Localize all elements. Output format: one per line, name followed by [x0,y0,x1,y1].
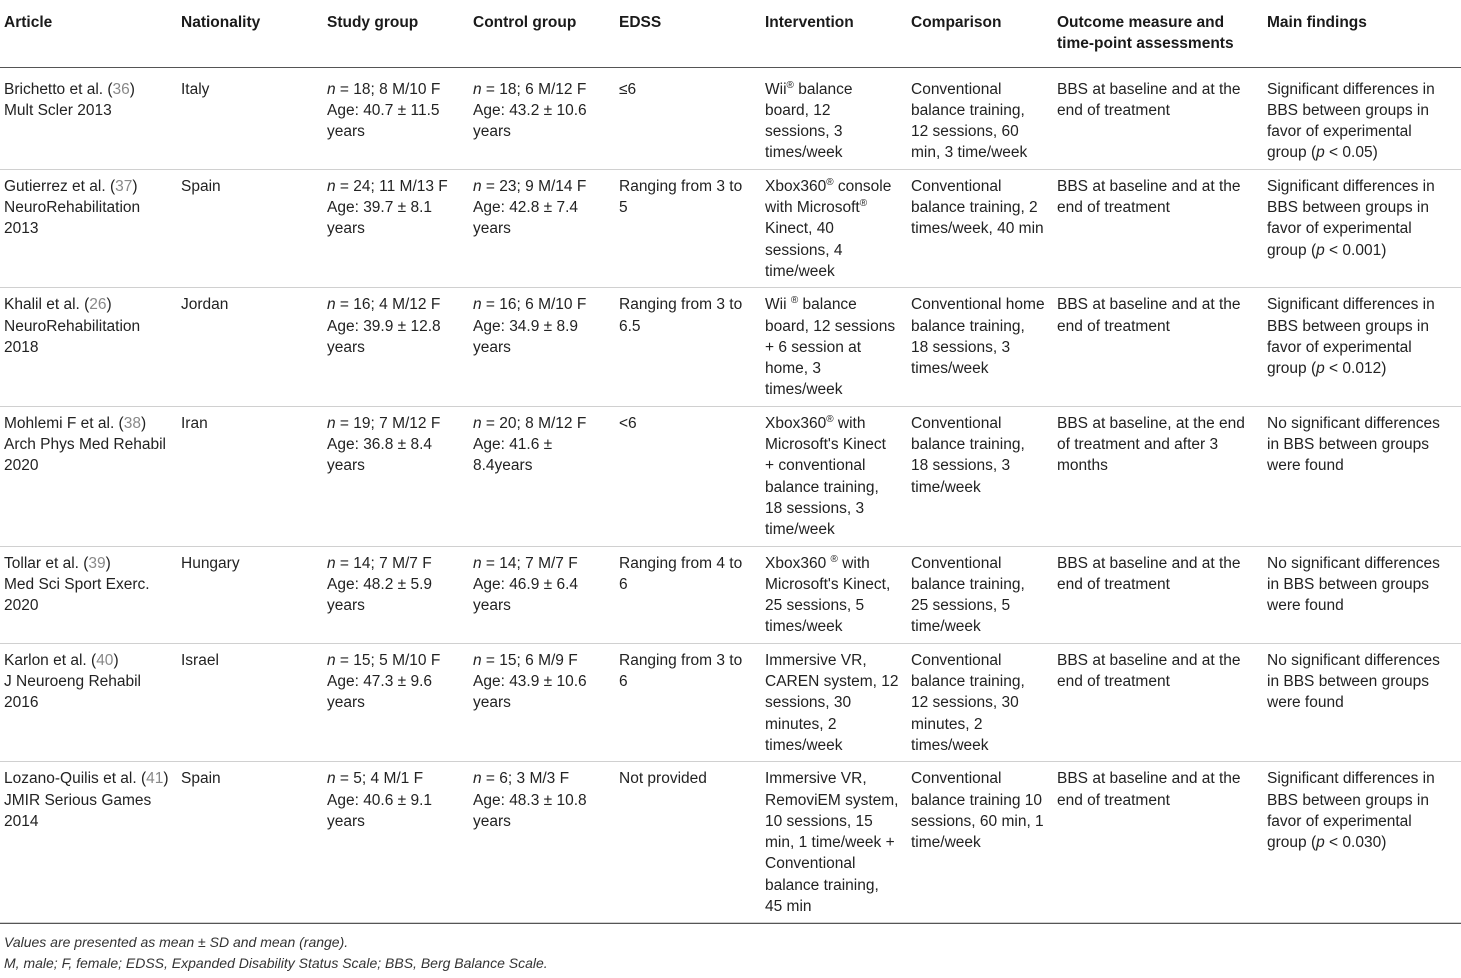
intervention-text: Immersive VR, RemoviEM system, 10 sessions, 15 min, 1 time/week + Conventional balance training, 45 min [765,770,899,915]
findings-p-value: < 0.05) [1324,144,1378,162]
findings-text: Significant differences in BBS between groups in favor of experimental group [1267,296,1435,378]
intervention-text-rest: with Microsoft's Kinect, 25 sessions, 5 times/week [765,554,891,636]
reference-link[interactable]: 39 [88,554,106,572]
cell-article [0,546,177,643]
article-journal: NeuroRehabilitation 2018 [4,317,141,356]
footnote-abbreviations: M, male; F, female; EDSS, Expanded Disability Status Scale; BBS, Berg Balance Scale. [4,954,548,971]
control-age: Age: 43.9 ± 10.6 years [473,673,587,712]
cell-findings [1263,643,1461,761]
findings-text: No significant differences in BBS between groups were found [1267,651,1440,712]
control-stats: = 20; 8 M/12 F [481,414,587,432]
cell-edss: Ranging from 3 to 6 [615,643,761,761]
table-header-row [0,0,1461,67]
reference-link[interactable]: 41 [146,770,164,788]
article-author-close: ) [132,177,138,195]
cell-control-group [469,169,615,287]
control-n-symbol: n [473,296,482,314]
findings-p-open: ( [1310,834,1317,852]
article-author-close: ) [129,80,135,98]
cell-comparison: Conventional balance training, 2 times/week, 40 min [907,169,1053,287]
cell-edss: Not provided [615,762,761,923]
cell-intervention [761,546,907,643]
findings-p-open: ( [1310,144,1317,162]
control-stats: = 14; 7 M/7 F [481,554,578,572]
study-stats: = 19; 7 M/12 F [335,414,441,432]
study-n-symbol: n [327,770,336,788]
cell-control-group [469,67,615,169]
cell-outcome: BBS at baseline and at the end of treatment [1053,288,1263,406]
table-row [0,643,1461,761]
findings-p-symbol: p [1316,360,1325,378]
study-stats: = 5; 4 M/1 F [335,770,424,788]
cell-edss: Ranging from 4 to 6 [615,546,761,643]
control-age: Age: 46.9 ± 6.4 years [473,575,579,615]
findings-p-open: ( [1310,241,1317,259]
reference-link[interactable]: 36 [112,80,130,98]
cell-article [0,643,177,761]
cell-findings [1263,169,1461,287]
article-author-close: ) [140,414,147,432]
cell-intervention [761,643,907,761]
article-author: Khalil et al. ( [4,296,90,314]
registered-mark-2: ® [859,197,868,209]
cell-edss: <6 [615,406,761,546]
registered-mark: ® [790,295,799,307]
control-stats: = 6; 3 M/3 F [481,770,570,788]
study-n-symbol: n [327,296,336,314]
cell-findings [1263,406,1461,546]
findings-p-symbol: p [1316,241,1325,259]
cell-intervention [761,288,907,406]
footnote-values: Values are presented as mean ± SD and mean (range). [4,934,349,951]
study-n-symbol: n [327,651,336,669]
control-n-symbol: n [473,770,482,788]
control-n-symbol: n [473,554,482,572]
registered-mark: ® [826,413,834,425]
findings-p-value: < 0.030) [1324,834,1387,852]
study-age: Age: 48.2 ± 5.9 years [327,575,433,615]
article-author: Lozano-Quilis et al. ( [4,770,147,788]
control-age: Age: 43.2 ± 10.6 years [473,101,587,141]
study-age: Age: 36.8 ± 8.4 years [327,436,433,475]
cell-study-group [323,643,469,761]
cell-outcome: BBS at baseline and at the end of treatment [1053,169,1263,287]
cell-edss: ≤6 [615,67,761,169]
intervention-text-rest: console with Microsoft [765,177,892,217]
cell-intervention [761,762,907,923]
article-author: Karlon et al. ( [4,651,97,669]
study-stats: = 14; 7 M/7 F [335,554,432,572]
cell-nationality: Spain [177,169,323,287]
article-journal: Mult Scler 2013 [4,101,112,119]
intervention-text: Xbox360 [765,177,827,195]
intervention-text: Xbox360 [765,414,827,432]
findings-p-open: ( [1310,360,1317,378]
cell-article [0,288,177,406]
control-age: Age: 42.8 ± 7.4 years [473,199,579,238]
header-outcome: Outcome measure and time-point assessments [1053,0,1263,67]
cell-study-group [323,546,469,643]
control-stats: = 15; 6 M/9 F [481,651,578,669]
table-footnotes [0,923,1461,973]
cell-nationality: Iran [177,406,323,546]
control-n-symbol: n [473,80,482,98]
cell-outcome: BBS at baseline and at the end of treatment [1053,643,1263,761]
cell-nationality: Italy [177,67,323,169]
article-author-close: ) [113,651,119,669]
cell-control-group [469,643,615,761]
control-age: Age: 41.6 ± 8.4years [473,436,553,475]
cell-study-group [323,67,469,169]
findings-p-value: < 0.012) [1324,360,1387,378]
intervention-text-rest: balance board, 12 sessions, 3 times/week [765,80,853,162]
intervention-text-rest: balance board, 12 sessions + 6 session at home, 3 times/week [765,296,896,399]
control-stats: = 18; 6 M/12 F [481,80,587,98]
cell-control-group [469,762,615,923]
cell-control-group [469,406,615,546]
header-nationality: Nationality [177,0,323,67]
findings-text: No significant differences in BBS between groups were found [1267,414,1440,475]
findings-text: Significant differences in BBS between groups in favor of experimental group [1267,80,1435,162]
intervention-text-rest: with Microsoft's Kinect + conventional balance training, 18 sessions, 3 time/week [765,414,886,539]
control-n-symbol: n [473,177,482,195]
intervention-text-end: Kinect, 40 sessions, 4 time/week [765,220,843,280]
article-author: Gutierrez et al. ( [4,177,116,195]
table-row [0,288,1461,406]
findings-p-symbol: p [1316,834,1325,852]
reference-link[interactable]: 37 [115,177,133,195]
cell-study-group [323,406,469,546]
header-intervention: Intervention [761,0,907,67]
cell-nationality: Jordan [177,288,323,406]
cell-outcome: BBS at baseline and at the end of treatment [1053,762,1263,923]
cell-edss: Ranging from 3 to 5 [615,169,761,287]
control-n-symbol: n [473,651,482,669]
cell-study-group [323,169,469,287]
cell-intervention [761,67,907,169]
header-control-group: Control group [469,0,615,67]
study-n-symbol: n [327,414,336,432]
study-age: Age: 39.7 ± 8.1 years [327,199,433,238]
study-n-symbol: n [327,554,336,572]
study-n-symbol: n [327,80,336,98]
study-n-symbol: n [327,177,336,195]
cell-findings [1263,67,1461,169]
cell-nationality: Israel [177,643,323,761]
control-age: Age: 34.9 ± 8.9 years [473,317,579,356]
cell-findings [1263,288,1461,406]
cell-comparison: Conventional balance training, 25 sessions, 5 time/week [907,546,1053,643]
cell-control-group [469,288,615,406]
cell-intervention [761,169,907,287]
article-author-close: ) [106,296,112,314]
control-stats: = 23; 9 M/14 F [481,177,587,195]
cell-nationality: Hungary [177,546,323,643]
study-stats: = 18; 8 M/10 F [335,80,441,98]
intervention-text: Wii [765,296,791,314]
cell-edss: Ranging from 3 to 6.5 [615,288,761,406]
cell-article [0,169,177,287]
intervention-text: Wii [765,80,787,98]
cell-study-group [323,762,469,923]
table-row [0,762,1461,923]
article-journal: Arch Phys Med Rehabil 2020 [4,436,166,475]
study-stats: = 16; 4 M/12 F [335,296,441,314]
article-journal: NeuroRehabilitation 2013 [4,199,141,238]
findings-p-value: < 0.001) [1324,241,1387,259]
article-author-close: ) [105,554,111,572]
cell-intervention [761,406,907,546]
cell-comparison: Conventional balance training, 18 sessions, 3 time/week [907,406,1053,546]
study-age: Age: 47.3 ± 9.6 years [327,673,433,712]
table-row [0,546,1461,643]
table-row [0,169,1461,287]
article-journal: J Neuroeng Rehabil 2016 [4,673,142,712]
study-age: Age: 40.7 ± 11.5 years [327,101,440,141]
article-author: Mohlemi F et al. ( [4,414,124,432]
cell-outcome: BBS at baseline and at the end of treatment [1053,67,1263,169]
header-findings: Main findings [1263,0,1461,67]
article-journal: JMIR Serious Games 2014 [4,791,152,830]
intervention-text: Xbox360 [765,554,831,572]
control-age: Age: 48.3 ± 10.8 years [473,791,587,830]
findings-p-symbol: p [1316,144,1325,162]
reference-link[interactable]: 26 [89,296,107,314]
cell-study-group [323,288,469,406]
cell-findings [1263,546,1461,643]
control-stats: = 16; 6 M/10 F [481,296,587,314]
header-edss: EDSS [615,0,761,67]
registered-mark: ® [826,176,834,188]
cell-findings [1263,762,1461,923]
study-stats: = 24; 11 M/13 F [335,177,448,195]
cell-outcome: BBS at baseline, at the end of treatment and after 3 months [1053,406,1263,546]
cell-comparison: Conventional home balance training, 18 sessions, 3 times/week [907,288,1053,406]
study-age: Age: 39.9 ± 12.8 years [327,317,441,356]
cell-article [0,67,177,169]
table-row [0,406,1461,546]
intervention-text: Immersive VR, CAREN system, 12 sessions, 30 minutes, 2 times/week [765,651,899,754]
header-article: Article [0,0,177,67]
cell-nationality: Spain [177,762,323,923]
cell-comparison: Conventional balance training 10 sessions, 60 min, 1 time/week [907,762,1053,923]
table-row [0,67,1461,169]
cell-article [0,406,177,546]
findings-text: Significant differences in BBS between groups in favor of experimental group [1267,177,1435,259]
cell-comparison: Conventional balance training, 12 sessions, 30 minutes, 2 times/week [907,643,1053,761]
registered-mark: ® [786,79,794,91]
study-age: Age: 40.6 ± 9.1 years [327,791,433,830]
table-body [0,67,1461,923]
reference-link[interactable]: 40 [96,651,114,669]
article-author-close: ) [163,770,169,788]
findings-text: Significant differences in BBS between groups in favor of experimental group [1267,770,1435,852]
reference-link[interactable]: 38 [123,414,141,432]
cell-outcome: BBS at baseline and at the end of treatment [1053,546,1263,643]
cell-comparison: Conventional balance training, 12 sessions, 60 min, 3 time/week [907,67,1053,169]
article-author: Tollar et al. ( [4,554,89,572]
cell-article [0,762,177,923]
article-journal: Med Sci Sport Exerc. 2020 [4,575,150,615]
article-author: Brichetto et al. ( [4,80,113,98]
findings-text: No significant differences in BBS between groups were found [1267,554,1440,615]
registered-mark: ® [830,553,838,565]
cell-control-group [469,546,615,643]
header-study-group: Study group [323,0,469,67]
study-stats: = 15; 5 M/10 F [335,651,441,669]
control-n-symbol: n [473,414,482,432]
header-comparison: Comparison [907,0,1053,67]
